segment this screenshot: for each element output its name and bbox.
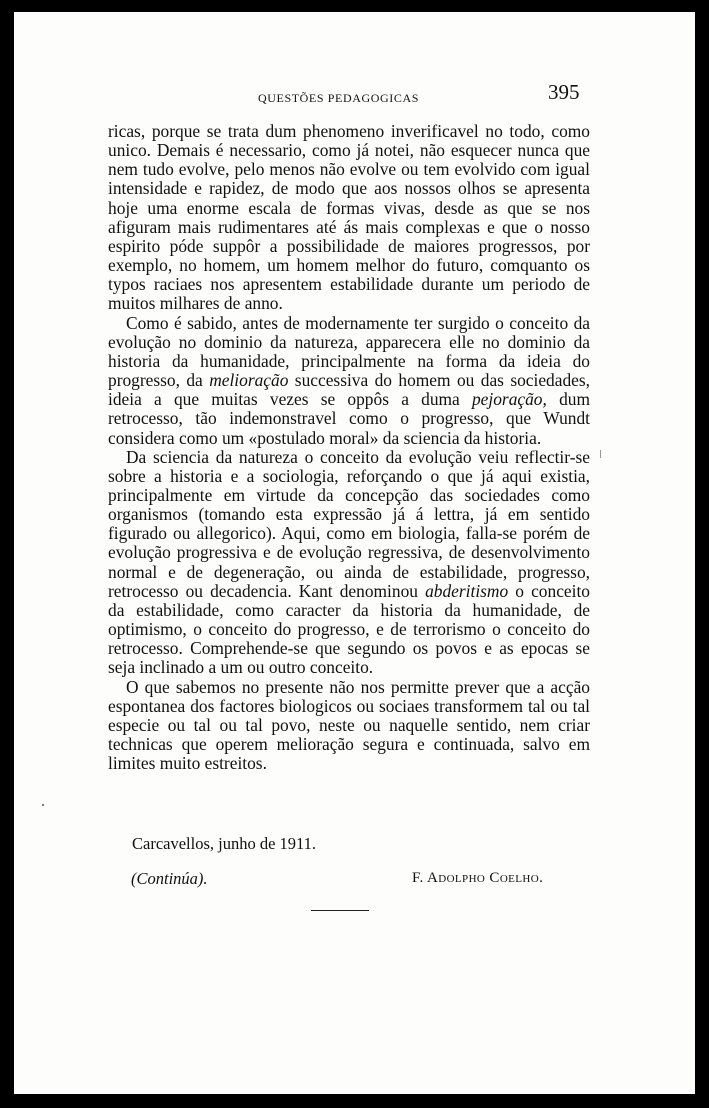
paragraph-2: Como é sabido, antes de modernamente ter surgido o conceito da evolução no dominio da natureza, apparecera elle no dominio da historia da humanidade, principalmente na forma da ideia do progresso, da melioração successiva do homem ou das sociedades, ideia a que muitas vezes se oppôs a duma pejoração, dum retrocesso, tão indemonstravel como o progresso, que Wundt considera como um «postulado moral» da sciencia da historia. [108, 312, 591, 448]
print-speck [42, 804, 44, 806]
dateline: Carcavellos, junho de 1911. [132, 834, 317, 853]
page-number: 395 [548, 80, 580, 104]
running-title: QUESTÕES PEDAGOGICAS [258, 91, 420, 105]
author-signature: F. Adolpho Coelho. [412, 870, 544, 886]
closing-rule [311, 910, 369, 911]
body-text [108, 122, 590, 773]
paragraph-1: ricas, porque se trata dum phenomeno inverificavel no todo, como unico. Demais é necessario, como já notei, não esquecer nunca que nem tudo evolve, pelo menos não evolve ou tem evolvido com igual intensidade e rapidez, de modo que aos nossos olhos se apresenta hoje uma enorme escala de formas vivas, desde as que se nos afiguram mais rudimentares até ás mais complexas e que o nosso espirito póde suppôr a possibilidade de maiores progressos, por exemplo, no homem, um homem melhor do futuro, comquanto os typos raciaes nos apresentem estabilidade durante um periodo de muitos milhares de anno. [108, 121, 590, 314]
paragraph-4: O que sabemos no presente não nos permitte prever que a acção espontanea dos factores biologicos ou sociaes transformem tal ou tal especie ou tal ou tal povo, neste ou naquelle sentido, nem criar technicas que operem melioração segura e continuada, salvo em limites muito estreitos. [108, 676, 590, 774]
print-speck [600, 450, 601, 458]
book-page [14, 12, 695, 1094]
continuation-note: (Continúa). [131, 869, 208, 888]
paragraph-3: Da sciencia da natureza o conceito da evolução veiu reflectir-se sobre a historia e a sociologia, reforçando o que já aqui existia, principalmente em virtude da concepção das sociedades como organismos (tomando esta expressão já á lettra, já em sentido figurado ou allegorico). Aqui, como em biologia, falla-se porém de evolução progressiva e de evolução regressiva, de desenvolvimento normal e de degeneração, ou ainda de estabilidade, progresso, retrocesso ou decadencia. Kant denominou abderitismo o conceito da estabilidade, como caracter da historia da humanidade, de optimismo, o conceito do progresso, e de terrorismo o conceito do retrocesso. Comprehende-se que segundo os povos e as epocas se seja inclinado a um ou outro conceito. [108, 446, 590, 678]
